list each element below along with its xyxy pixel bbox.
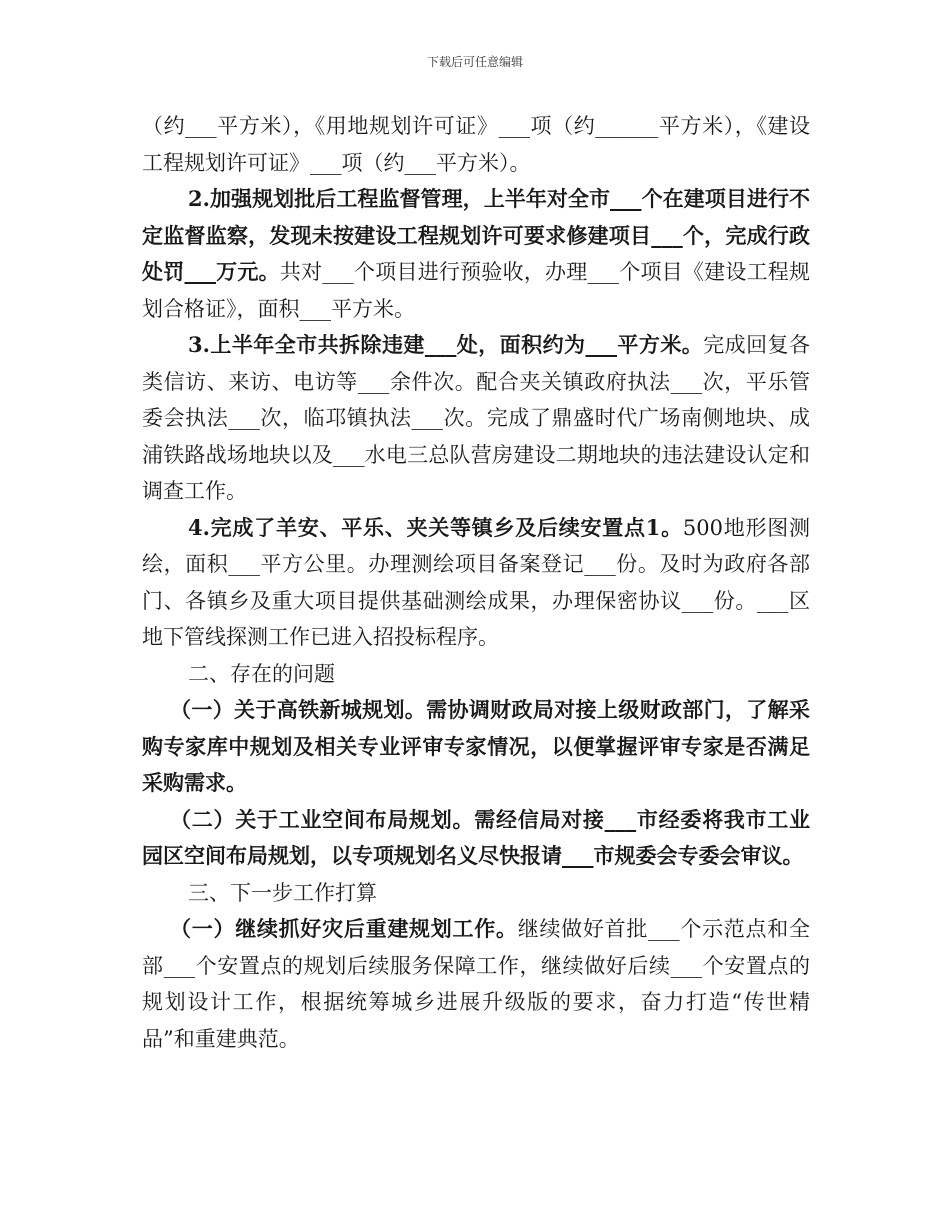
paragraph-text: 完成回复各类信访、来访、电访等___余件次。配合夹关镇政府执法___次，平乐管委会执法___次，临邛镇执法___次。完成了鼎盛时代广场南侧地块、成浦铁路战场地块以及___水电三总队营房建设二期地块的违法建设认定和调查工作。 (142, 333, 811, 503)
paragraph-demolition (142, 327, 810, 510)
paragraph-lead-bold: （一）继续抓好灾后重建规划工作。 (170, 916, 518, 941)
paragraph-lead-bold: 4.完成了羊安、平乐、夹关等镇乡及后续安置点1。 (188, 514, 683, 540)
paragraph-text: 继续做好首批___个示范点和全部___个安置点的规划后续服务保障工作，继续做好后续___个安置点的规划设计工作，根据统筹城乡进展升级版的要求，奋力打造“传世精品”和重建典范。 (142, 917, 811, 1051)
section-heading-next-steps: 三、下一步工作打算 (188, 880, 377, 905)
paragraph-lead-bold: 2.加强规划批后工程监督管理，上半年对全市___个在建项目进行不定监督监察，发现未按建设工程规划许可要求修建项目___个，完成行政处罚___万元。 (142, 186, 810, 284)
paragraph-lead-bold: 3.上半年全市共拆除违建___处，面积约为___平方米。 (188, 332, 704, 357)
paragraph-text: （约___平方米），《用地规划许可证》___项（约______平方米），《建设工程规划许可证》___项（约___平方米）。 (142, 114, 810, 175)
section-heading-problems: 二、存在的问题 (188, 661, 335, 686)
paragraph-text: 500地形图测绘，面积___平方公里。办理测绘项目备案登记___份。及时为政府各部门、各镇乡及重大项目提供基础测绘成果，办理保密协议___份。___区地下管线探测工作已进入招投标程序。 (142, 515, 810, 649)
paragraph-supervision (142, 181, 810, 327)
paragraph-industrial-layout (142, 802, 810, 875)
paragraph-high-speed-rail (142, 692, 810, 802)
document-body (142, 108, 810, 1057)
paragraph-surveying (142, 510, 810, 656)
page-header-note: 下载后可任意编辑 (426, 55, 523, 69)
paragraph-text: 共对___个项目进行预验收，办理___个项目《建设工程规划合格证》，面积___平方米。 (142, 260, 811, 321)
paragraph-lead-bold: （一）关于高铁新城规划。需协调财政局对接上级财政部门，了解采购专家库中规划及相关专业评审专家情况，以便掌握评审专家是否满足采购需求。 (142, 697, 810, 795)
paragraph-lead-bold: （二）关于工业空间布局规划。需经信局对接___市经委将我市工业园区空间布局规划，以专项规划名义尽快报请___市规委会专委会审议。 (142, 806, 810, 868)
paragraph-reconstruction (142, 911, 810, 1057)
paragraph-permits (142, 108, 810, 181)
